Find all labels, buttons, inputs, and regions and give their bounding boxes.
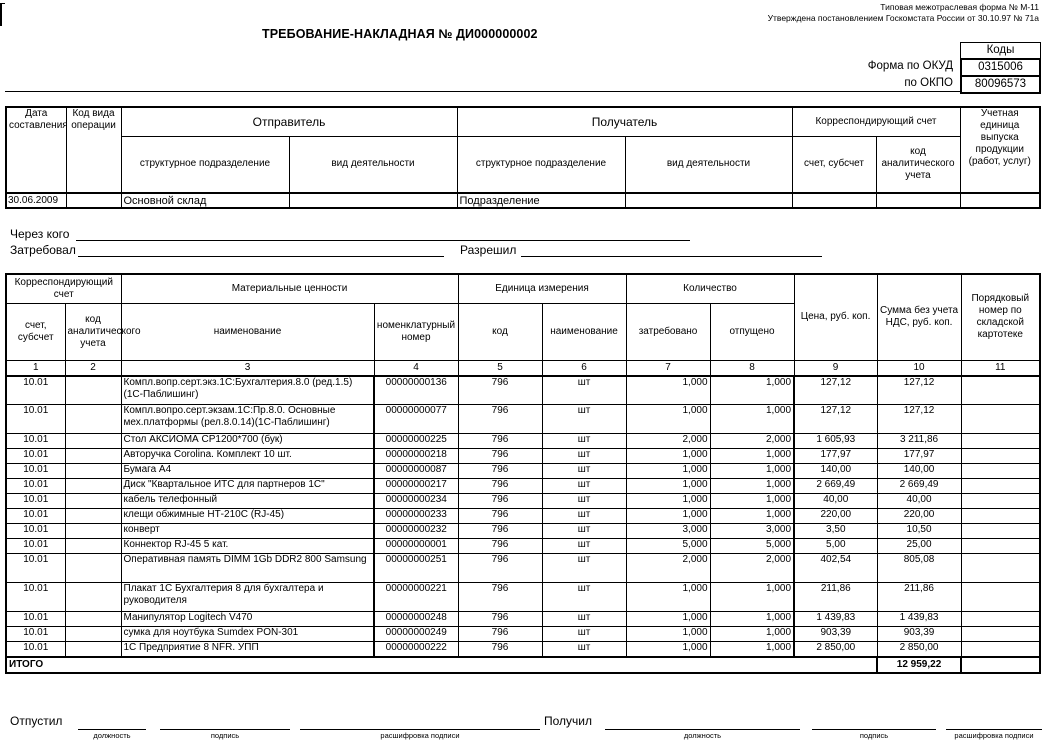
item-name: Диск "Квартальное ИТС для партнеров 1С"	[121, 479, 374, 494]
item-qty-released: 1,000	[710, 627, 794, 642]
table-row	[6, 509, 1040, 524]
items-name-header: наименование	[121, 303, 374, 360]
item-sum: 127,12	[877, 405, 961, 434]
form-reference-line1: Типовая межотраслевая форма № М-11	[880, 2, 1039, 12]
receiver-activity-header: вид деятельности	[625, 136, 792, 193]
item-unit-code: 796	[458, 524, 542, 539]
item-card-number	[961, 583, 1040, 612]
okpo-value: 80096573	[960, 75, 1041, 94]
item-sum: 211,86	[877, 583, 961, 612]
codes-header: Коды	[960, 42, 1041, 59]
item-name: конверт	[121, 524, 374, 539]
item-price: 903,39	[794, 627, 877, 642]
table-row	[6, 434, 1040, 449]
column-number: 4	[374, 360, 458, 376]
item-qty-requested: 3,000	[626, 524, 710, 539]
item-analytic	[65, 524, 121, 539]
item-card-number	[961, 539, 1040, 554]
item-unit-name: шт	[542, 539, 626, 554]
table-row	[6, 642, 1040, 658]
item-sum: 25,00	[877, 539, 961, 554]
item-analytic	[65, 494, 121, 509]
item-nomenclature: 00000000234	[374, 494, 458, 509]
head-date-cell: 30.06.2009	[6, 193, 66, 208]
document-title: ТРЕБОВАНИЕ-НАКЛАДНАЯ № ДИ000000002	[262, 27, 538, 41]
item-nomenclature: 00000000249	[374, 627, 458, 642]
total-sum: 12 959,22	[877, 657, 961, 673]
item-price: 2 669,49	[794, 479, 877, 494]
item-price: 220,00	[794, 509, 877, 524]
item-analytic	[65, 449, 121, 464]
items-unit-header: Единица измерения	[458, 274, 626, 303]
item-unit-name: шт	[542, 627, 626, 642]
item-name: Коннектор RJ-45 5 кат.	[121, 539, 374, 554]
item-unit-name: шт	[542, 612, 626, 627]
table-row	[6, 464, 1040, 479]
table-row	[6, 612, 1040, 627]
table-row	[6, 449, 1040, 464]
head-unit-cell	[960, 193, 1040, 208]
received-signature-line	[812, 729, 936, 730]
column-number: 9	[794, 360, 877, 376]
item-price: 1 605,93	[794, 434, 877, 449]
items-table	[5, 273, 1041, 674]
item-price: 127,12	[794, 405, 877, 434]
item-qty-released: 1,000	[710, 583, 794, 612]
receiver-struct-div-header: структурное подразделение	[457, 136, 625, 193]
item-analytic	[65, 405, 121, 434]
items-corr-header: Корреспондирующий счет	[6, 274, 121, 303]
item-unit-name: шт	[542, 376, 626, 405]
item-qty-requested: 1,000	[626, 583, 710, 612]
header-table	[5, 106, 1041, 209]
item-card-number	[961, 612, 1040, 627]
requested-label: Затребовал	[10, 243, 76, 257]
item-name: клещи обжимные НТ-210С (RJ-45)	[121, 509, 374, 524]
item-account: 10.01	[6, 376, 65, 405]
items-qty-header: Количество	[626, 274, 794, 303]
item-analytic	[65, 376, 121, 405]
column-number: 1	[6, 360, 65, 376]
table-row	[6, 539, 1040, 554]
item-unit-name: шт	[542, 479, 626, 494]
item-qty-requested: 1,000	[626, 479, 710, 494]
head-sender-div-cell: Основной склад	[121, 193, 289, 208]
item-unit-name: шт	[542, 509, 626, 524]
item-account: 10.01	[6, 627, 65, 642]
item-sum: 903,39	[877, 627, 961, 642]
item-name: Авторучка Corolina. Комплект 10 шт.	[121, 449, 374, 464]
items-card-header: Порядковый номер по складской картотеке	[961, 274, 1040, 360]
item-qty-released: 1,000	[710, 464, 794, 479]
item-card-number	[961, 449, 1040, 464]
item-qty-released: 3,000	[710, 524, 794, 539]
head-corr-analytic-cell	[876, 193, 960, 208]
item-name: Бумага А4	[121, 464, 374, 479]
head-opcode-cell	[66, 193, 121, 208]
header-rule	[5, 91, 960, 92]
item-price: 402,54	[794, 554, 877, 583]
item-account: 10.01	[6, 464, 65, 479]
item-qty-requested: 1,000	[626, 405, 710, 434]
item-card-number	[961, 524, 1040, 539]
received-decoding-caption: расшифровка подписи	[954, 731, 1034, 740]
item-unit-name: шт	[542, 494, 626, 509]
item-account: 10.01	[6, 509, 65, 524]
received-decoding-line	[946, 729, 1042, 730]
item-nomenclature: 00000000222	[374, 642, 458, 658]
item-analytic	[65, 583, 121, 612]
item-nomenclature: 00000000001	[374, 539, 458, 554]
col-operation-code-header: Код вида операции	[66, 107, 121, 193]
head-receiver-activity-cell	[625, 193, 792, 208]
item-price: 2 850,00	[794, 642, 877, 658]
column-number: 10	[877, 360, 961, 376]
issued-label: Отпустил	[10, 714, 63, 728]
issued-decoding-line	[300, 729, 540, 730]
item-qty-released: 2,000	[710, 554, 794, 583]
item-sum: 10,50	[877, 524, 961, 539]
item-card-number	[961, 464, 1040, 479]
sender-struct-div-header: структурное подразделение	[121, 136, 289, 193]
item-unit-code: 796	[458, 434, 542, 449]
item-account: 10.01	[6, 612, 65, 627]
issued-signature-caption: подпись	[210, 731, 240, 740]
item-sum: 3 211,86	[877, 434, 961, 449]
item-price: 40,00	[794, 494, 877, 509]
items-analytic-header: код аналитического учета	[65, 303, 121, 360]
item-account: 10.01	[6, 554, 65, 583]
item-unit-code: 796	[458, 509, 542, 524]
item-card-number	[961, 479, 1040, 494]
corr-account-header: Корреспондирующий счет	[792, 107, 960, 136]
item-qty-released: 2,000	[710, 434, 794, 449]
item-qty-released: 1,000	[710, 509, 794, 524]
item-unit-code: 796	[458, 539, 542, 554]
column-number: 5	[458, 360, 542, 376]
item-qty-released: 5,000	[710, 539, 794, 554]
item-analytic	[65, 539, 121, 554]
item-price: 1 439,83	[794, 612, 877, 627]
received-position-caption: должность	[683, 731, 722, 740]
col-date-header: Дата составления	[6, 107, 66, 193]
items-sum-header: Сумма без учета НДС, руб. коп.	[877, 274, 961, 360]
item-qty-requested: 1,000	[626, 627, 710, 642]
issued-signature-line	[160, 729, 290, 730]
item-account: 10.01	[6, 642, 65, 658]
items-nomen-header: номенклатурный номер	[374, 303, 458, 360]
item-qty-released: 1,000	[710, 405, 794, 434]
column-number: 8	[710, 360, 794, 376]
item-account: 10.01	[6, 494, 65, 509]
requested-line	[78, 256, 444, 257]
item-account: 10.01	[6, 479, 65, 494]
item-sum: 220,00	[877, 509, 961, 524]
total-label: ИТОГО	[6, 657, 877, 673]
total-card-cell	[961, 657, 1040, 673]
item-name: сумка для ноутбука Sumdex PON-301	[121, 627, 374, 642]
item-qty-requested: 1,000	[626, 494, 710, 509]
table-row	[6, 627, 1040, 642]
received-position-line	[605, 729, 800, 730]
item-unit-code: 796	[458, 464, 542, 479]
item-name: кабель телефонный	[121, 494, 374, 509]
okud-value: 0315006	[960, 58, 1041, 77]
item-name: Оперативная память DIMM 1Gb DDR2 800 Samsung	[121, 554, 374, 583]
item-unit-code: 796	[458, 642, 542, 658]
item-card-number	[961, 405, 1040, 434]
item-nomenclature: 00000000218	[374, 449, 458, 464]
item-account: 10.01	[6, 524, 65, 539]
item-account: 10.01	[6, 405, 65, 434]
item-sum: 2 669,49	[877, 479, 961, 494]
item-qty-requested: 1,000	[626, 464, 710, 479]
head-receiver-div-cell: Подразделение	[457, 193, 625, 208]
issued-position-caption: должность	[93, 731, 131, 740]
item-qty-released: 1,000	[710, 449, 794, 464]
table-row	[6, 405, 1040, 434]
item-sum: 805,08	[877, 554, 961, 583]
column-number: 11	[961, 360, 1040, 376]
item-analytic	[65, 434, 121, 449]
allowed-label: Разрешил	[460, 243, 517, 257]
item-price: 127,12	[794, 376, 877, 405]
item-nomenclature: 00000000232	[374, 524, 458, 539]
item-price: 177,97	[794, 449, 877, 464]
item-name: 1С Предприятие 8 NFR. УПП	[121, 642, 374, 658]
item-qty-requested: 1,000	[626, 449, 710, 464]
item-analytic	[65, 464, 121, 479]
item-card-number	[961, 642, 1040, 658]
item-name: Компл.вопро.серт.экзам.1С:Пр.8.0. Основные мех.платформы (рел.8.0.14)(1С-Паблишинг)	[121, 405, 374, 434]
sender-activity-header: вид деятельности	[289, 136, 457, 193]
column-number: 6	[542, 360, 626, 376]
item-analytic	[65, 509, 121, 524]
item-unit-name: шт	[542, 642, 626, 658]
item-price: 211,86	[794, 583, 877, 612]
item-unit-name: шт	[542, 464, 626, 479]
item-unit-name: шт	[542, 434, 626, 449]
item-qty-requested: 2,000	[626, 554, 710, 583]
head-corr-acc-cell	[792, 193, 876, 208]
unit-output-header: Учетная единица выпуска продукции (работ, услуг)	[960, 107, 1040, 193]
item-analytic	[65, 554, 121, 583]
column-number: 3	[121, 360, 374, 376]
table-row	[6, 479, 1040, 494]
via-label: Через кого	[10, 227, 70, 241]
item-nomenclature: 00000000225	[374, 434, 458, 449]
total-row	[6, 657, 1040, 673]
head-sender-activity-cell	[289, 193, 457, 208]
item-nomenclature: 00000000233	[374, 509, 458, 524]
item-name: Плакат 1С Бухгалтерия 8 для бухгалтера и руководителя	[121, 583, 374, 612]
item-price: 140,00	[794, 464, 877, 479]
issued-position-line	[78, 729, 146, 730]
item-unit-code: 796	[458, 627, 542, 642]
items-materials-header: Материальные ценности	[121, 274, 458, 303]
item-nomenclature: 00000000136	[374, 376, 458, 405]
item-price: 5,00	[794, 539, 877, 554]
item-qty-requested: 1,000	[626, 612, 710, 627]
page-corner-mark	[0, 3, 5, 26]
table-row	[6, 376, 1040, 405]
item-nomenclature: 00000000217	[374, 479, 458, 494]
item-unit-code: 796	[458, 405, 542, 434]
item-qty-released: 1,000	[710, 376, 794, 405]
item-analytic	[65, 627, 121, 642]
column-number: 7	[626, 360, 710, 376]
item-qty-requested: 2,000	[626, 434, 710, 449]
issued-decoding-caption: расшифровка подписи	[380, 731, 460, 740]
items-code-header: код	[458, 303, 542, 360]
item-unit-code: 796	[458, 376, 542, 405]
item-qty-requested: 1,000	[626, 509, 710, 524]
form-reference-line2: Утверждена постановлением Госкомстата России от 30.10.97 № 71а	[767, 13, 1039, 23]
allowed-line	[521, 256, 822, 257]
item-nomenclature: 00000000087	[374, 464, 458, 479]
item-unit-name: шт	[542, 554, 626, 583]
received-signature-caption: подпись	[859, 731, 889, 740]
item-card-number	[961, 509, 1040, 524]
item-sum: 1 439,83	[877, 612, 961, 627]
item-unit-code: 796	[458, 494, 542, 509]
item-qty-released: 1,000	[710, 642, 794, 658]
sender-header: Отправитель	[121, 107, 457, 136]
item-sum: 127,12	[877, 376, 961, 405]
item-qty-requested: 1,000	[626, 642, 710, 658]
items-unitname-header: наименование	[542, 303, 626, 360]
item-name: Манипулятор Logitech V470	[121, 612, 374, 627]
item-nomenclature: 00000000251	[374, 554, 458, 583]
item-qty-requested: 1,000	[626, 376, 710, 405]
item-account: 10.01	[6, 539, 65, 554]
item-analytic	[65, 612, 121, 627]
via-line	[76, 240, 690, 241]
item-sum: 40,00	[877, 494, 961, 509]
item-account: 10.01	[6, 434, 65, 449]
item-qty-requested: 5,000	[626, 539, 710, 554]
item-unit-name: шт	[542, 449, 626, 464]
item-nomenclature: 00000000248	[374, 612, 458, 627]
item-analytic	[65, 479, 121, 494]
item-card-number	[961, 554, 1040, 583]
table-row	[6, 554, 1040, 583]
items-requested-header: затребовано	[626, 303, 710, 360]
item-price: 3,50	[794, 524, 877, 539]
item-qty-released: 1,000	[710, 479, 794, 494]
item-unit-name: шт	[542, 583, 626, 612]
okud-label: Форма по ОКУД	[867, 60, 953, 72]
item-qty-released: 1,000	[710, 612, 794, 627]
okpo-label: по ОКПО	[904, 77, 953, 89]
table-row	[6, 583, 1040, 612]
column-number: 2	[65, 360, 121, 376]
item-unit-code: 796	[458, 479, 542, 494]
item-card-number	[961, 376, 1040, 405]
items-released-header: отпущено	[710, 303, 794, 360]
table-row	[6, 524, 1040, 539]
corr-analytic-header: код аналитического учета	[876, 136, 960, 193]
item-unit-code: 796	[458, 612, 542, 627]
corr-acc-sub-header: счет, субсчет	[792, 136, 876, 193]
item-nomenclature: 00000000221	[374, 583, 458, 612]
table-row	[6, 494, 1040, 509]
item-card-number	[961, 434, 1040, 449]
item-sum: 177,97	[877, 449, 961, 464]
item-unit-code: 796	[458, 583, 542, 612]
item-card-number	[961, 494, 1040, 509]
item-sum: 140,00	[877, 464, 961, 479]
receiver-header: Получатель	[457, 107, 792, 136]
item-card-number	[961, 627, 1040, 642]
item-qty-released: 1,000	[710, 494, 794, 509]
item-name: Стол АКСИОМА СР1200*700 (бук)	[121, 434, 374, 449]
item-name: Компл.вопр.серт.экз.1С:Бухгалтерия.8.0 (ред.1.5) (1С-Паблишинг)	[121, 376, 374, 405]
item-nomenclature: 00000000077	[374, 405, 458, 434]
item-unit-code: 796	[458, 554, 542, 583]
item-analytic	[65, 642, 121, 658]
item-sum: 2 850,00	[877, 642, 961, 658]
item-unit-name: шт	[542, 524, 626, 539]
items-acc-sub-header: счет, субсчет	[6, 303, 65, 360]
item-account: 10.01	[6, 583, 65, 612]
received-label: Получил	[544, 714, 592, 728]
item-account: 10.01	[6, 449, 65, 464]
item-unit-code: 796	[458, 449, 542, 464]
item-unit-name: шт	[542, 405, 626, 434]
items-price-header: Цена, руб. коп.	[794, 274, 877, 360]
